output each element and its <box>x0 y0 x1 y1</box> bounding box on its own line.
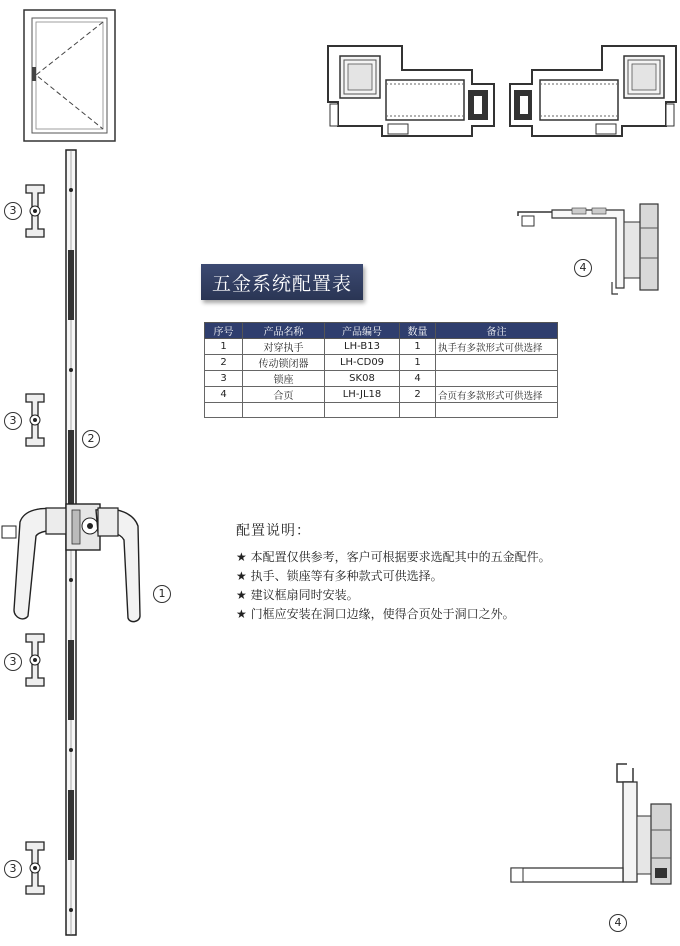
hinge-drawing-small <box>512 198 667 298</box>
cell-remarks <box>436 371 558 387</box>
cell-index <box>205 403 243 418</box>
header-remarks: 备注 <box>436 323 558 339</box>
cell-index: 1 <box>205 339 243 355</box>
note-item: ★ 门框应安装在洞口边缘，使得合页处于洞口之外。 <box>236 607 515 621</box>
callout-keeper-2: 3 <box>4 412 22 430</box>
note-item: ★ 本配置仅供参考，客户可根据要求选配其中的五金配件。 <box>236 550 551 564</box>
note-item: ★ 建议框扇同时安装。 <box>236 588 359 602</box>
keeper-4 <box>22 840 48 896</box>
callout-lock-bar: 2 <box>82 430 100 448</box>
cell-remarks: 合页有多款形式可供选择 <box>436 387 558 403</box>
header-product-code: 产品编号 <box>325 323 400 339</box>
table-row <box>205 339 558 355</box>
cell-qty: 4 <box>400 371 436 387</box>
header-product-name: 产品名称 <box>243 323 325 339</box>
keeper-1 <box>22 183 48 239</box>
cell-remarks <box>436 355 558 371</box>
profile-section-right <box>506 40 680 140</box>
callout-keeper-3: 3 <box>4 653 22 671</box>
keeper-3 <box>22 632 48 688</box>
cell-remarks: 执手有多款形式可供选择 <box>436 339 558 355</box>
cell-code: LH-CD09 <box>325 355 400 371</box>
config-notes <box>236 520 551 624</box>
cell-name: 对穿执手 <box>243 339 325 355</box>
callout-handle: 1 <box>153 585 171 603</box>
header-quantity: 数量 <box>400 323 436 339</box>
callout-hinge-lower: 4 <box>609 914 627 932</box>
profile-section-left <box>322 40 500 140</box>
cell-qty: 1 <box>400 339 436 355</box>
cell-code: SK08 <box>325 371 400 387</box>
callout-keeper-4: 3 <box>4 860 22 878</box>
table-header-row <box>205 323 558 339</box>
cell-code: LH-JL18 <box>325 387 400 403</box>
notes-heading: 配置说明： <box>236 523 311 539</box>
handle-drawing <box>0 500 150 630</box>
cell-name: 合页 <box>243 387 325 403</box>
table-row <box>205 403 558 418</box>
hinge-drawing-large <box>505 760 675 890</box>
cell-index: 4 <box>205 387 243 403</box>
cell-code <box>325 403 400 418</box>
window-elevation-drawing <box>23 9 118 144</box>
header-index: 序号 <box>205 323 243 339</box>
table-row <box>205 371 558 387</box>
config-table <box>204 322 558 418</box>
table-row <box>205 387 558 403</box>
keeper-2 <box>22 392 48 448</box>
table-row <box>205 355 558 371</box>
config-table-title: 五金系统配置表 <box>201 264 363 300</box>
note-item: ★ 执手、锁座等有多种款式可供选择。 <box>236 569 443 583</box>
cell-remarks <box>436 403 558 418</box>
cell-qty: 2 <box>400 387 436 403</box>
cell-name <box>243 403 325 418</box>
cell-name: 传动锁闭器 <box>243 355 325 371</box>
cell-name: 锁座 <box>243 371 325 387</box>
cell-qty <box>400 403 436 418</box>
cell-code: LH-B13 <box>325 339 400 355</box>
callout-keeper-1: 3 <box>4 202 22 220</box>
cell-index: 2 <box>205 355 243 371</box>
callout-hinge-upper: 4 <box>574 259 592 277</box>
cell-index: 3 <box>205 371 243 387</box>
cell-qty: 1 <box>400 355 436 371</box>
